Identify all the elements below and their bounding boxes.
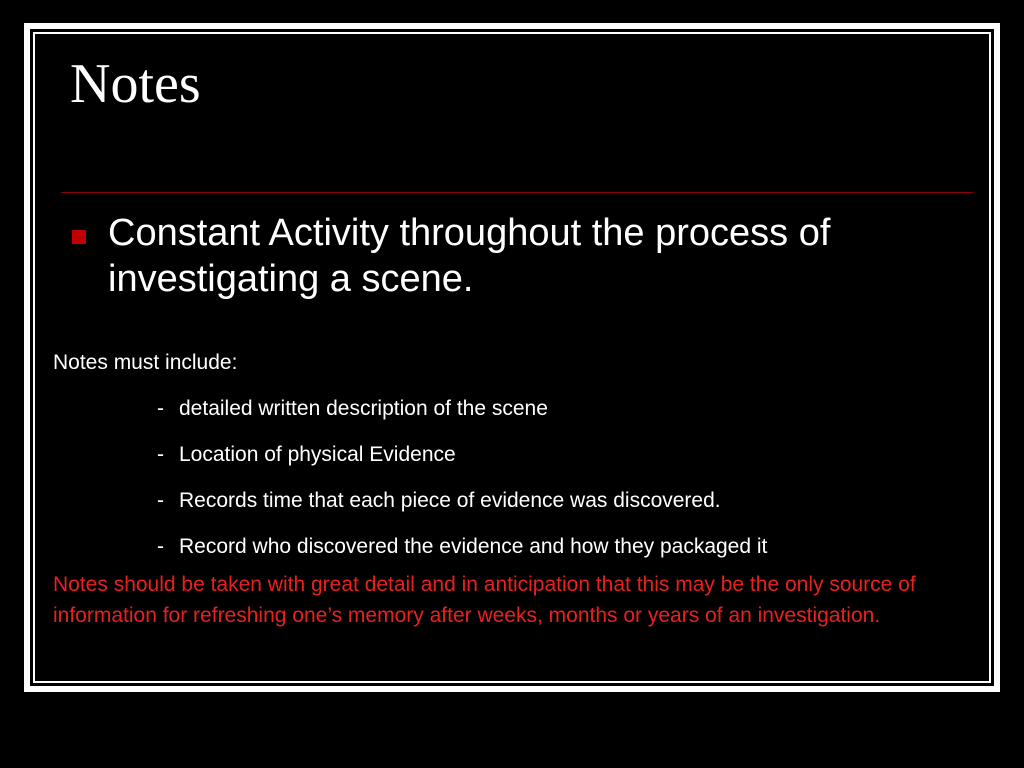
list-item-text: detailed written description of the scene (179, 397, 548, 420)
footer-note: Notes should be taken with great detail and in anticipation that this may be the only source of information for refreshing one’s memory after weeks, months or years of an investigation. (53, 573, 916, 627)
title-divider (61, 192, 973, 193)
list-item-text: Records time that each piece of evidence was discovered. (179, 489, 721, 512)
list-item (157, 488, 767, 534)
list-item (157, 442, 767, 488)
dash-marker: - (157, 489, 164, 512)
slide-title: Notes (70, 53, 201, 115)
list-item-text: Location of physical Evidence (179, 443, 456, 466)
notes-heading: Notes must include: (53, 351, 238, 374)
notes-list (157, 396, 767, 580)
list-item (157, 396, 767, 442)
main-bullet (72, 210, 972, 302)
dash-marker: - (157, 397, 164, 420)
list-item-text: Record who discovered the evidence and how they packaged it (179, 535, 768, 558)
dash-marker: - (157, 535, 164, 558)
main-bullet-text: Constant Activity throughout the process of investigating a scene. (108, 212, 831, 300)
dash-marker: - (157, 443, 164, 466)
square-bullet-icon (72, 230, 86, 244)
